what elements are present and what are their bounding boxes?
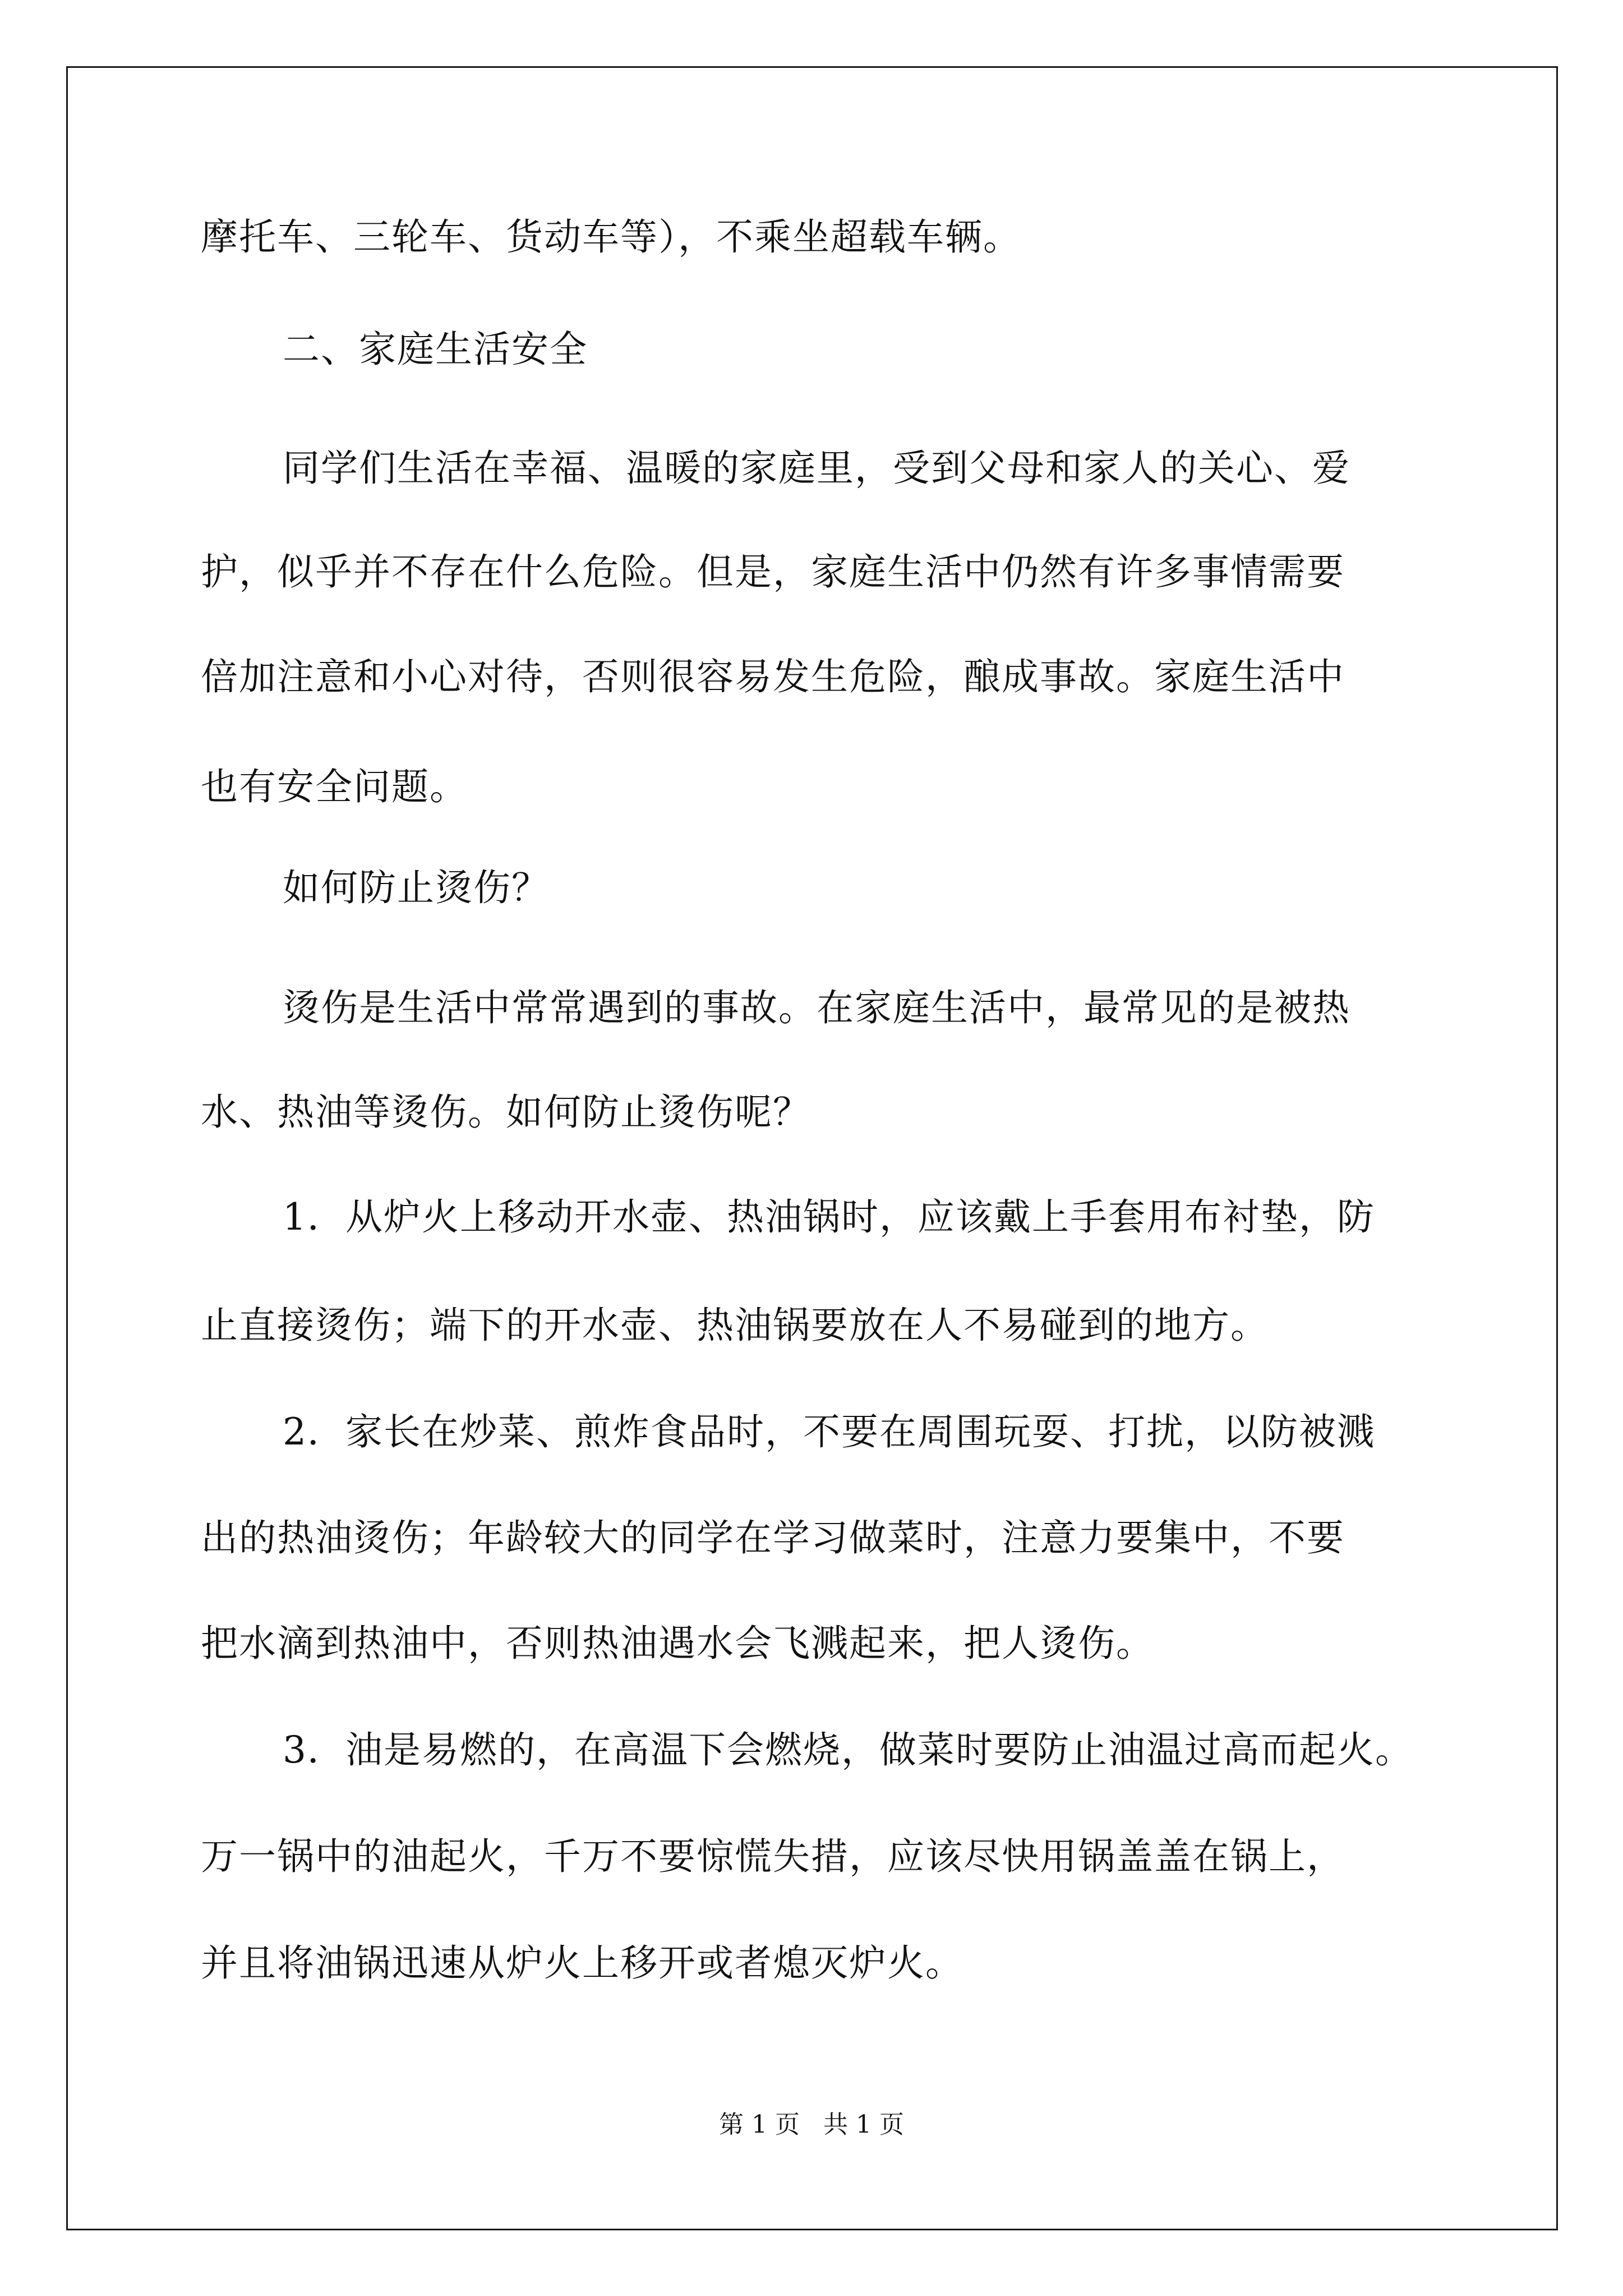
subheading: 如何防止烫伤？: [283, 866, 550, 909]
text-line: 3．油是易燃的，在高温下会燃烧，做菜时要防止油温过高而起火。: [283, 1728, 1413, 1772]
text-line: 倍加注意和小心对待，否则很容易发生危险，酿成事故。家庭生活中: [201, 655, 1345, 698]
section-heading: 二、家庭生活安全: [283, 328, 588, 371]
text-line: 摩托车、三轮车、货动车等），不乘坐超载车辆。: [201, 215, 1021, 259]
text-line: 把水滴到热油中，否则热油遇水会飞溅起来，把人烫伤。: [201, 1622, 1154, 1665]
text-line: 护，似乎并不存在什么危险。但是，家庭生活中仍然有许多事情需要: [201, 550, 1345, 593]
page-border: [66, 66, 1558, 2230]
text-line: 也有安全问题。: [201, 765, 468, 808]
text-line: 水、热油等烫伤。如何防止烫伤呢？: [201, 1091, 811, 1134]
text-line: 万一锅中的油起火，千万不要惊慌失措，应该尽快用锅盖盖在锅上，: [201, 1835, 1345, 1878]
text-line: 1．从炉火上移动开水壶、热油锅时，应该戴上手套用布衬垫，防: [283, 1195, 1375, 1239]
text-line: 烫伤是生活中常常遇到的事故。在家庭生活中，最常见的是被热: [283, 986, 1350, 1029]
text-line: 2．家长在炒菜、煎炸食品时，不要在周围玩耍、打扰，以防被溅: [283, 1410, 1375, 1453]
text-line: 止直接烫伤；端下的开水壶、热油锅要放在人不易碰到的地方。: [201, 1304, 1269, 1347]
text-line: 出的热油烫伤；年龄较大的同学在学习做菜时，注意力要集中，不要: [201, 1516, 1345, 1559]
text-line: 并且将油锅迅速从炉火上移开或者熄灭炉火。: [201, 1941, 963, 1985]
page-footer: 第 1 页 共 1 页: [719, 2110, 904, 2139]
text-line: 同学们生活在幸福、温暖的家庭里，受到父母和家人的关心、爱: [283, 447, 1350, 490]
